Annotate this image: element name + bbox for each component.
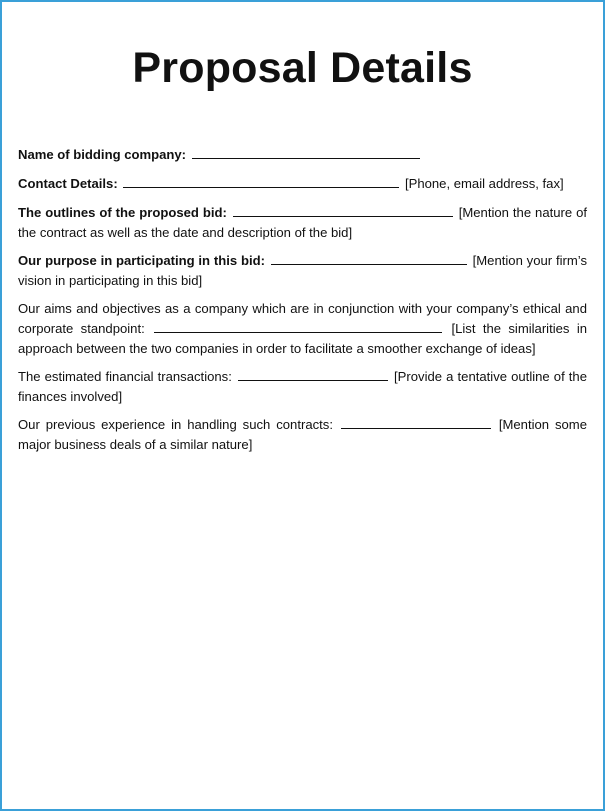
field-label: Our purpose in participating in this bid: (18, 253, 265, 268)
field-label: The outlines of the proposed bid: (18, 205, 227, 220)
field-financial-transactions (18, 367, 587, 407)
blank-line[interactable] (271, 263, 467, 265)
blank-line[interactable] (154, 331, 442, 333)
blank-line[interactable] (233, 215, 453, 217)
field-purpose (18, 251, 587, 291)
field-bidding-company (18, 145, 587, 165)
field-contact-details (18, 174, 587, 194)
field-label: Our aims and objectives as a company which are in conjunction with your company’s ethical and corporate standpoint: (18, 301, 587, 336)
field-note: [Mention your firm’s vision in participating in this bid] (18, 253, 588, 288)
field-aims-objectives (18, 299, 587, 359)
field-label: Our previous experience in handling such contracts: (18, 417, 333, 432)
field-note: [Provide a tentative outline of the finances involved] (18, 369, 587, 404)
field-proposed-bid (18, 203, 587, 243)
field-label: Contact Details: (18, 176, 118, 191)
blank-line[interactable] (341, 427, 491, 429)
form-body (18, 145, 587, 463)
field-note: [Mention the nature of the contract as well as the date and description of the bid] (18, 205, 588, 240)
field-note: [Mention some major business deals of a similar nature] (18, 417, 587, 452)
field-note: [Phone, email address, fax] (404, 176, 564, 191)
blank-line[interactable] (123, 186, 399, 188)
field-label: The estimated financial transactions: (18, 369, 232, 384)
blank-line[interactable] (192, 157, 420, 159)
field-note: [List the similarities in approach between the two companies in order to facilitate a smoother exchange of ideas] (18, 321, 588, 356)
page-title: Proposal Details (132, 44, 473, 92)
field-previous-experience (18, 415, 587, 455)
field-label: Name of bidding company: (18, 147, 187, 162)
blank-line[interactable] (238, 379, 388, 381)
